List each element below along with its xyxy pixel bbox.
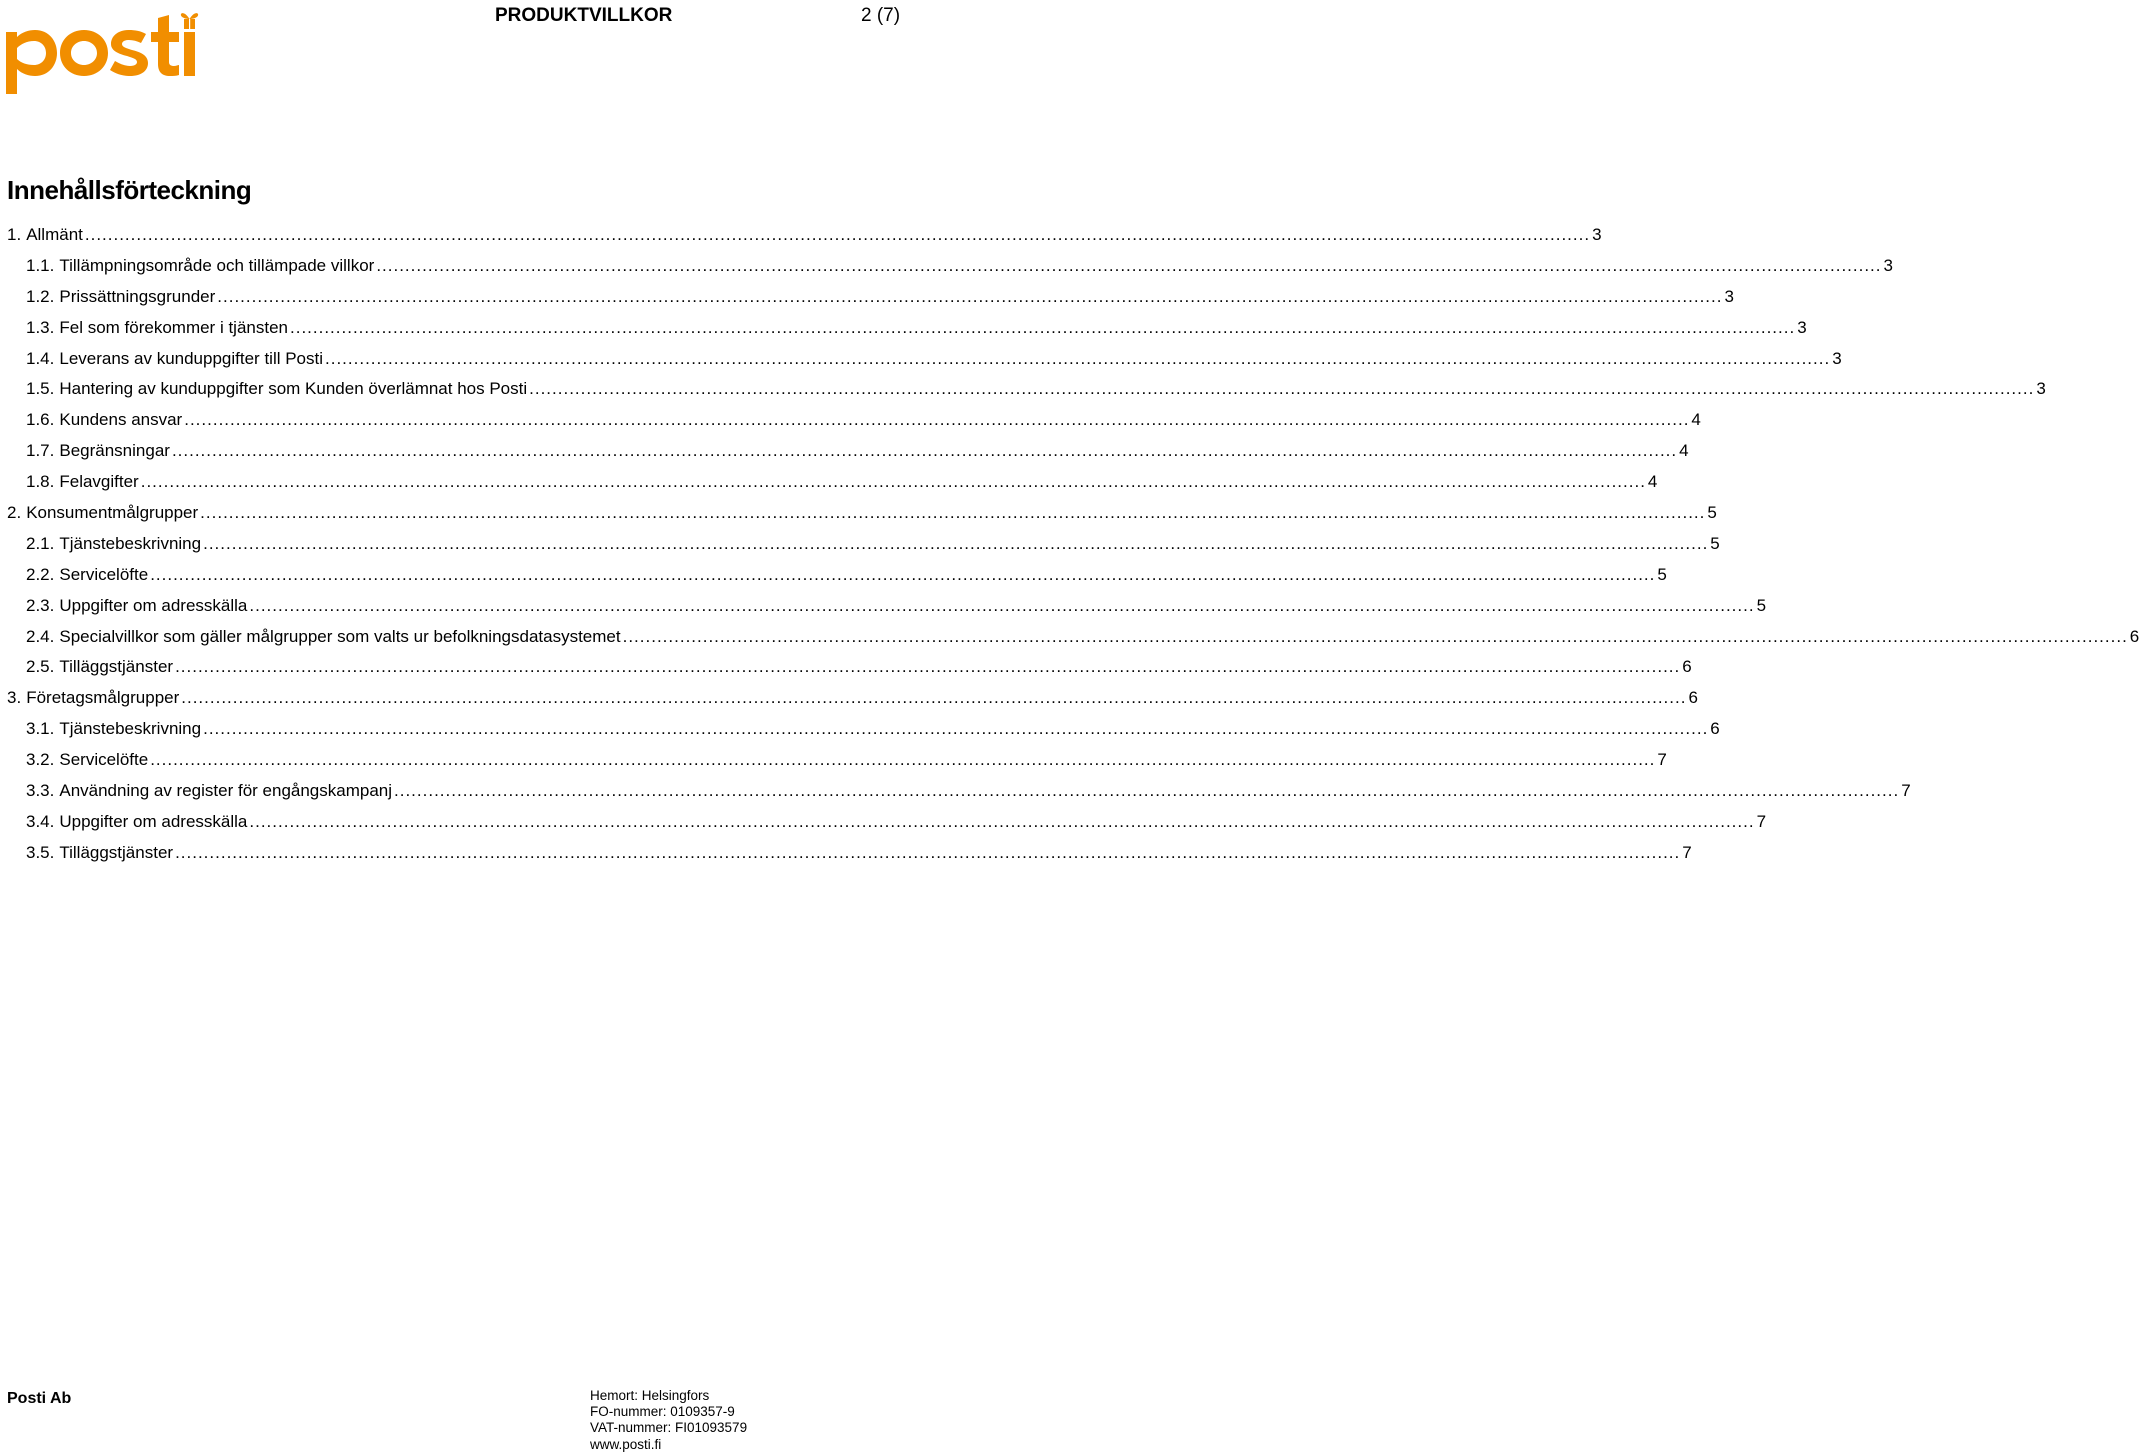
toc-entry[interactable] (7, 407, 1701, 438)
toc-entry[interactable] (7, 253, 1893, 284)
toc-entry-page: 3 (1592, 225, 1602, 244)
toc-entry-title: Begränsningar (59, 441, 170, 461)
toc-entry[interactable] (7, 593, 1767, 624)
toc-entry-number: 1.4. (26, 348, 55, 368)
toc-entry-page: 6 (1710, 719, 1720, 739)
toc-entry-number: 1.8. (26, 472, 55, 492)
toc-entry-title: Allmänt (26, 225, 83, 244)
toc-entry-page: 3 (1724, 286, 1734, 306)
toc-entry-title: Servicelöfte (59, 564, 149, 584)
toc-entry-page: 4 (1691, 410, 1701, 430)
document-type: PRODUKTVILLKOR (495, 5, 673, 26)
toc-entry[interactable] (7, 438, 1689, 469)
toc-dot-leader (184, 407, 1689, 433)
toc-entry-number: 1.2. (26, 286, 55, 306)
toc-entry-title: Tilläggstjänster (59, 657, 174, 677)
toc-entry-number: 2. (7, 503, 22, 523)
toc-dot-leader (217, 284, 1722, 310)
toc-entry-page: 5 (1756, 595, 1767, 615)
toc-entry-number: 1.6. (26, 410, 55, 430)
toc-entry-title: Uppgifter om adresskälla (59, 811, 248, 831)
toc-entry-number: 1.7. (26, 441, 55, 461)
toc-dot-leader (394, 778, 1899, 804)
toc-entry-page: 3 (1797, 317, 1807, 337)
toc-entry-title: Tillämpningsområde och tillämpade villkor (59, 255, 375, 275)
footer-business-id: FO-nummer: 0109357-9 (590, 1404, 735, 1420)
toc-entry-page: 4 (1647, 472, 1658, 492)
toc-entry-title: Konsumentmålgrupper (26, 503, 199, 523)
toc-entry[interactable] (7, 531, 1720, 562)
toc-entry-page: 6 (1688, 688, 1698, 708)
toc-entry-title: Tjänstebeskrivning (59, 719, 202, 739)
toc-entry-page: 7 (1756, 811, 1767, 831)
toc-entry[interactable] (7, 346, 1842, 377)
toc-dot-leader (181, 685, 1686, 711)
toc-entry-title: Fel som förekommer i tjänsten (59, 317, 288, 337)
toc-entry-page: 5 (1710, 533, 1720, 553)
toc-entry-number: 3.2. (26, 750, 55, 770)
toc-entry[interactable] (7, 685, 1698, 716)
toc-entry-number: 2.4. (26, 626, 55, 646)
toc-entry-page: 7 (1657, 750, 1667, 770)
toc-dot-leader (172, 438, 1677, 464)
toc-entry[interactable] (7, 624, 2139, 655)
toc-entry[interactable] (7, 500, 1717, 531)
toc-entry-number: 3.4. (26, 811, 55, 831)
toc-entry-title: Uppgifter om adresskälla (59, 595, 248, 615)
toc-entry-page: 7 (1901, 781, 1911, 801)
toc-entry-title: Användning av register för engångskampanj (59, 781, 393, 801)
toc-entry-page: 3 (1832, 348, 1842, 368)
toc-entry-title: Felavgifter (59, 472, 139, 492)
toc-entry-title: Kundens ansvar (59, 410, 183, 430)
toc-entry-page: 6 (1682, 657, 1692, 677)
toc-dot-leader (85, 222, 1590, 248)
toc-dot-leader (529, 376, 2034, 402)
footer-vat-id: VAT-nummer: FI01093579 (590, 1420, 748, 1436)
toc-dot-leader (290, 315, 1795, 341)
toc-entry[interactable] (7, 376, 2046, 407)
toc-entry[interactable] (7, 222, 1602, 253)
footer-website-link[interactable]: www.posti.fi (590, 1436, 662, 1452)
toc-entry[interactable] (7, 809, 1767, 840)
toc-dot-leader (623, 624, 2128, 650)
toc-entry-title: Leverans av kunduppgifter till Posti (59, 348, 324, 368)
toc-dot-leader (150, 747, 1655, 773)
toc-dot-leader (203, 716, 1708, 742)
toc-dot-leader (376, 253, 1881, 279)
toc-dot-leader (249, 593, 1754, 619)
toc-entry-number: 2.2. (26, 564, 55, 584)
toc-entry[interactable] (7, 315, 1807, 346)
toc-dot-leader (175, 840, 1680, 866)
toc-entry[interactable] (7, 778, 1911, 809)
table-of-contents (7, 222, 2139, 871)
toc-dot-leader (203, 531, 1708, 557)
footer-company-info (590, 1388, 747, 1453)
toc-entry-page: 3 (2036, 379, 2046, 399)
toc-entry-title: Specialvillkor som gäller målgrupper som valts ur befolkningsdatasystemet (59, 626, 621, 646)
toc-dot-leader (141, 469, 1646, 495)
toc-entry-title: Tilläggstjänster (59, 842, 174, 862)
toc-entry[interactable] (7, 654, 1692, 685)
toc-entry[interactable] (7, 716, 1720, 747)
toc-entry[interactable] (7, 284, 1734, 315)
toc-entry[interactable] (7, 562, 1667, 593)
toc-entry[interactable] (7, 469, 1658, 500)
toc-entry[interactable] (7, 840, 1692, 871)
toc-entry-number: 1.1. (26, 255, 55, 275)
toc-dot-leader (200, 500, 1705, 526)
toc-entry-page: 4 (1679, 441, 1689, 461)
toc-entry-number: 3.1. (26, 719, 55, 739)
toc-entry-title: Hantering av kunduppgifter som Kunden överlämnat hos Posti (59, 379, 528, 399)
toc-entry-page: 5 (1657, 564, 1667, 584)
toc-entry-title: Prissättningsgrunder (59, 286, 216, 306)
toc-entry[interactable] (7, 747, 1667, 778)
footer-domicile: Hemort: Helsingfors (590, 1388, 710, 1403)
toc-entry-page: 6 (2129, 626, 2139, 646)
toc-entry-number: 2.5. (26, 657, 55, 677)
toc-entry-page: 7 (1682, 842, 1692, 862)
toc-title: Innehållsförteckning (7, 175, 252, 205)
toc-entry-number: 3.3. (26, 781, 55, 801)
toc-entry-number: 1.3. (26, 317, 55, 337)
toc-dot-leader (249, 809, 1754, 835)
toc-entry-title: Servicelöfte (59, 750, 149, 770)
toc-entry-title: Tjänstebeskrivning (59, 533, 202, 553)
toc-entry-page: 5 (1707, 503, 1717, 523)
toc-entry-number: 2.1. (26, 533, 55, 553)
toc-entry-number: 1. (7, 225, 22, 244)
posti-logo (6, 4, 198, 96)
toc-entry-number: 1.5. (26, 379, 55, 399)
footer-company: Posti Ab (7, 1390, 72, 1407)
toc-dot-leader (325, 346, 1830, 372)
toc-entry-title: Företagsmålgrupper (26, 688, 180, 708)
toc-dot-leader (150, 562, 1655, 588)
toc-entry-page: 3 (1883, 255, 1893, 275)
toc-entry-number: 2.3. (26, 595, 55, 615)
page-number: 2 (7) (861, 5, 901, 26)
toc-dot-leader (175, 654, 1680, 680)
toc-entry-number: 3.5. (26, 842, 55, 862)
toc-entry-number: 3. (7, 688, 22, 708)
